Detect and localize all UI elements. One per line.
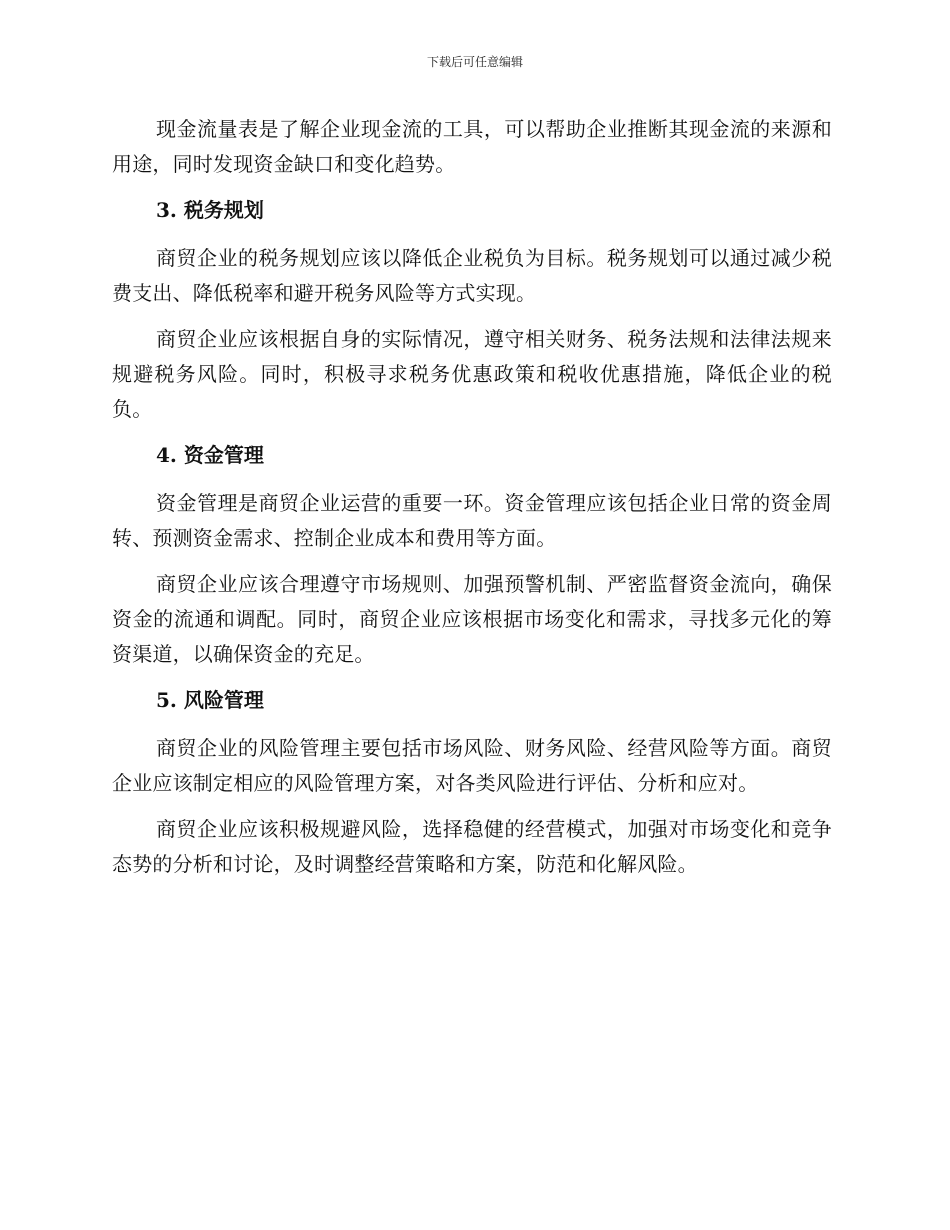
paragraph-fund-management-overview: 资金管理是商贸企业运营的重要一环。资金管理应该包括企业日常的资金周转、预测资金需求、控制企业成本和费用等方面。 xyxy=(112,491,832,550)
paragraph-risk-avoidance: 商贸企业应该积极规避风险，选择稳健的经营模式，加强对市场变化和竞争态势的分析和讨论，及时调整经营策略和方案，防范和化解风险。 xyxy=(112,817,832,876)
paragraph-fund-management-measures: 商贸企业应该合理遵守市场规则、加强预警机制、严密监督资金流向，确保资金的流通和调配。同时，商贸企业应该根据市场变化和需求，寻找多元化的筹资渠道，以确保资金的充足。 xyxy=(112,572,832,666)
paragraph-cash-flow-statement: 现金流量表是了解企业现金流的工具，可以帮助企业推断其现金流的来源和用途，同时发现资金缺口和变化趋势。 xyxy=(112,117,832,176)
paragraph-risk-management-overview: 商贸企业的风险管理主要包括市场风险、财务风险、经营风险等方面。商贸企业应该制定相应的风险管理方案，对各类风险进行评估、分析和应对。 xyxy=(112,736,832,795)
section-heading-fund-management: 4. 资金管理 xyxy=(156,443,264,467)
page-header-note: 下载后可任意编辑 xyxy=(426,55,523,69)
section-heading-risk-management: 5. 风险管理 xyxy=(156,688,264,712)
paragraph-tax-compliance: 商贸企业应该根据自身的实际情况，遵守相关财务、税务法规和法律法规来规避税务风险。同时，积极寻求税务优惠政策和税收优惠措施，降低企业的税负。 xyxy=(112,327,832,421)
document-body xyxy=(112,112,832,893)
paragraph-tax-planning-goal: 商贸企业的税务规划应该以降低企业税负为目标。税务规划可以通过减少税费支出、降低税率和避开税务风险等方式实现。 xyxy=(112,246,832,305)
section-heading-tax-planning: 3. 税务规划 xyxy=(156,198,264,222)
